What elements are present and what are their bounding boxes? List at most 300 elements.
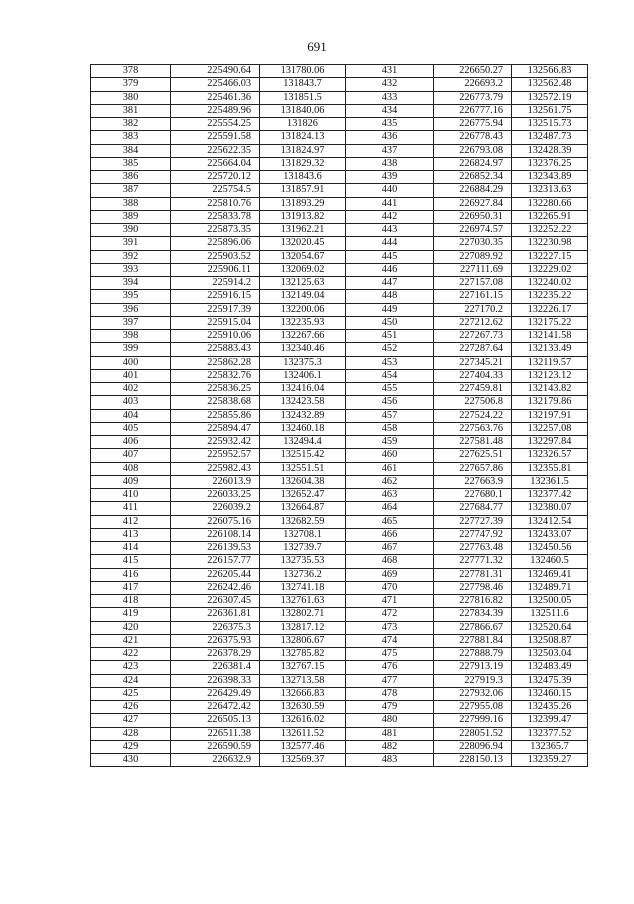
table-row [91, 290, 588, 303]
y-coordinate-cell: 131962.21 [260, 224, 346, 237]
point-number-cell: 411 [91, 502, 171, 515]
point-number-cell: 407 [91, 449, 171, 462]
x-coordinate-cell: 225952.57 [171, 449, 260, 462]
x-coordinate-cell: 227888.79 [434, 648, 512, 661]
table-row [91, 608, 588, 621]
x-coordinate-cell: 226793.08 [434, 144, 512, 157]
table-row [91, 91, 588, 104]
point-number-cell: 386 [91, 171, 171, 184]
point-number-cell: 429 [91, 740, 171, 753]
x-coordinate-cell: 226650.27 [434, 65, 512, 78]
y-coordinate-cell: 132143.82 [512, 383, 588, 396]
y-coordinate-cell: 132265.91 [512, 210, 588, 223]
y-coordinate-cell: 132572.19 [512, 91, 588, 104]
x-coordinate-cell: 225906.11 [171, 263, 260, 276]
y-coordinate-cell: 132412.54 [512, 515, 588, 528]
table-row [91, 648, 588, 661]
point-number-cell: 425 [91, 687, 171, 700]
y-coordinate-cell: 132235.22 [512, 290, 588, 303]
table-row [91, 449, 588, 462]
y-coordinate-cell: 132460.5 [512, 555, 588, 568]
y-coordinate-cell: 132054.67 [260, 250, 346, 263]
y-coordinate-cell: 132562.48 [512, 78, 588, 91]
point-number-cell: 403 [91, 396, 171, 409]
point-number-cell: 423 [91, 661, 171, 674]
x-coordinate-cell: 227727.39 [434, 515, 512, 528]
x-coordinate-cell: 227657.86 [434, 462, 512, 475]
y-coordinate-cell: 132569.37 [260, 754, 346, 767]
y-coordinate-cell: 132432.89 [260, 409, 346, 422]
point-number-cell: 450 [346, 316, 434, 329]
point-number-cell: 424 [91, 674, 171, 687]
x-coordinate-cell: 227345.21 [434, 356, 512, 369]
point-number-cell: 404 [91, 409, 171, 422]
y-coordinate-cell: 132375.3 [260, 356, 346, 369]
y-coordinate-cell: 132257.08 [512, 422, 588, 435]
x-coordinate-cell: 227267.73 [434, 330, 512, 343]
point-number-cell: 460 [346, 449, 434, 462]
x-coordinate-cell: 225461.36 [171, 91, 260, 104]
point-number-cell: 396 [91, 303, 171, 316]
x-coordinate-cell: 228150.13 [434, 754, 512, 767]
table-row [91, 515, 588, 528]
x-coordinate-cell: 227506.8 [434, 396, 512, 409]
point-number-cell: 464 [346, 502, 434, 515]
x-coordinate-cell: 226381.4 [171, 661, 260, 674]
y-coordinate-cell: 132736.2 [260, 568, 346, 581]
point-number-cell: 432 [346, 78, 434, 91]
x-coordinate-cell: 227581.48 [434, 436, 512, 449]
table-row [91, 184, 588, 197]
y-coordinate-cell: 132313.63 [512, 184, 588, 197]
x-coordinate-cell: 226242.46 [171, 581, 260, 594]
point-number-cell: 431 [346, 65, 434, 78]
point-number-cell: 453 [346, 356, 434, 369]
point-number-cell: 449 [346, 303, 434, 316]
point-number-cell: 399 [91, 343, 171, 356]
point-number-cell: 471 [346, 595, 434, 608]
y-coordinate-cell: 132267.66 [260, 330, 346, 343]
y-coordinate-cell: 132735.53 [260, 555, 346, 568]
point-number-cell: 459 [346, 436, 434, 449]
y-coordinate-cell: 132069.02 [260, 263, 346, 276]
y-coordinate-cell: 132450.56 [512, 542, 588, 555]
table-row [91, 250, 588, 263]
x-coordinate-cell: 227524.22 [434, 409, 512, 422]
table-row [91, 316, 588, 329]
point-number-cell: 382 [91, 118, 171, 131]
y-coordinate-cell: 131840.06 [260, 104, 346, 117]
y-coordinate-cell: 132235.93 [260, 316, 346, 329]
point-number-cell: 461 [346, 462, 434, 475]
y-coordinate-cell: 132713.58 [260, 674, 346, 687]
point-number-cell: 443 [346, 224, 434, 237]
x-coordinate-cell: 225932.42 [171, 436, 260, 449]
y-coordinate-cell: 132227.15 [512, 250, 588, 263]
table-row [91, 131, 588, 144]
table-row [91, 422, 588, 435]
x-coordinate-cell: 227157.08 [434, 277, 512, 290]
y-coordinate-cell: 132666.83 [260, 687, 346, 700]
x-coordinate-cell: 225833.78 [171, 210, 260, 223]
y-coordinate-cell: 132355.81 [512, 462, 588, 475]
x-coordinate-cell: 227881.84 [434, 634, 512, 647]
point-number-cell: 467 [346, 542, 434, 555]
y-coordinate-cell: 132460.18 [260, 422, 346, 435]
coordinates-table [90, 64, 588, 767]
point-number-cell: 475 [346, 648, 434, 661]
y-coordinate-cell: 132423.58 [260, 396, 346, 409]
y-coordinate-cell: 132487.73 [512, 131, 588, 144]
y-coordinate-cell: 132240.02 [512, 277, 588, 290]
x-coordinate-cell: 227747.92 [434, 528, 512, 541]
point-number-cell: 417 [91, 581, 171, 594]
point-number-cell: 406 [91, 436, 171, 449]
x-coordinate-cell: 225810.76 [171, 197, 260, 210]
table-row [91, 396, 588, 409]
point-number-cell: 391 [91, 237, 171, 250]
x-coordinate-cell: 226033.25 [171, 489, 260, 502]
x-coordinate-cell: 225903.52 [171, 250, 260, 263]
table-row [91, 303, 588, 316]
x-coordinate-cell: 227287.64 [434, 343, 512, 356]
point-number-cell: 437 [346, 144, 434, 157]
y-coordinate-cell: 132175.22 [512, 316, 588, 329]
point-number-cell: 380 [91, 91, 171, 104]
x-coordinate-cell: 225622.35 [171, 144, 260, 157]
x-coordinate-cell: 227932.06 [434, 687, 512, 700]
y-coordinate-cell: 132489.71 [512, 581, 588, 594]
y-coordinate-cell: 131913.82 [260, 210, 346, 223]
y-coordinate-cell: 132460.15 [512, 687, 588, 700]
x-coordinate-cell: 226927.84 [434, 197, 512, 210]
y-coordinate-cell: 132708.1 [260, 528, 346, 541]
point-number-cell: 452 [346, 343, 434, 356]
table-row [91, 754, 588, 767]
point-number-cell: 378 [91, 65, 171, 78]
coordinates-table-body [91, 65, 588, 767]
x-coordinate-cell: 227212.62 [434, 316, 512, 329]
point-number-cell: 390 [91, 224, 171, 237]
x-coordinate-cell: 226775.94 [434, 118, 512, 131]
point-number-cell: 430 [91, 754, 171, 767]
y-coordinate-cell: 132664.87 [260, 502, 346, 515]
y-coordinate-cell: 132361.5 [512, 475, 588, 488]
y-coordinate-cell: 131780.06 [260, 65, 346, 78]
x-coordinate-cell: 225832.76 [171, 369, 260, 382]
x-coordinate-cell: 226693.2 [434, 78, 512, 91]
x-coordinate-cell: 226590.59 [171, 740, 260, 753]
table-row [91, 475, 588, 488]
x-coordinate-cell: 228051.52 [434, 727, 512, 740]
y-coordinate-cell: 132399.47 [512, 714, 588, 727]
point-number-cell: 451 [346, 330, 434, 343]
x-coordinate-cell: 225914.2 [171, 277, 260, 290]
y-coordinate-cell: 132761.63 [260, 595, 346, 608]
point-number-cell: 428 [91, 727, 171, 740]
x-coordinate-cell: 227684.77 [434, 502, 512, 515]
y-coordinate-cell: 132149.04 [260, 290, 346, 303]
point-number-cell: 470 [346, 581, 434, 594]
x-coordinate-cell: 226378.29 [171, 648, 260, 661]
table-row [91, 661, 588, 674]
table-row [91, 78, 588, 91]
x-coordinate-cell: 227955.08 [434, 701, 512, 714]
point-number-cell: 393 [91, 263, 171, 276]
y-coordinate-cell: 132141.58 [512, 330, 588, 343]
table-row [91, 687, 588, 700]
x-coordinate-cell: 226307.45 [171, 595, 260, 608]
table-row [91, 237, 588, 250]
table-row [91, 528, 588, 541]
y-coordinate-cell: 132475.39 [512, 674, 588, 687]
table-row [91, 555, 588, 568]
x-coordinate-cell: 227030.35 [434, 237, 512, 250]
x-coordinate-cell: 225916.15 [171, 290, 260, 303]
y-coordinate-cell: 132817.12 [260, 621, 346, 634]
point-number-cell: 418 [91, 595, 171, 608]
y-coordinate-cell: 132377.42 [512, 489, 588, 502]
point-number-cell: 402 [91, 383, 171, 396]
x-coordinate-cell: 225917.39 [171, 303, 260, 316]
point-number-cell: 458 [346, 422, 434, 435]
x-coordinate-cell: 226075.16 [171, 515, 260, 528]
point-number-cell: 413 [91, 528, 171, 541]
table-row [91, 568, 588, 581]
table-row [91, 118, 588, 131]
point-number-cell: 474 [346, 634, 434, 647]
y-coordinate-cell: 132682.59 [260, 515, 346, 528]
x-coordinate-cell: 227680.1 [434, 489, 512, 502]
y-coordinate-cell: 132785.82 [260, 648, 346, 661]
table-row [91, 356, 588, 369]
table-row [91, 65, 588, 78]
table-row [91, 104, 588, 117]
x-coordinate-cell: 226398.33 [171, 674, 260, 687]
x-coordinate-cell: 226884.29 [434, 184, 512, 197]
y-coordinate-cell: 132739.7 [260, 542, 346, 555]
x-coordinate-cell: 227781.31 [434, 568, 512, 581]
point-number-cell: 405 [91, 422, 171, 435]
x-coordinate-cell: 226824.97 [434, 157, 512, 170]
y-coordinate-cell: 132297.84 [512, 436, 588, 449]
point-number-cell: 483 [346, 754, 434, 767]
y-coordinate-cell: 132200.06 [260, 303, 346, 316]
x-coordinate-cell: 227170.2 [434, 303, 512, 316]
table-row [91, 409, 588, 422]
point-number-cell: 465 [346, 515, 434, 528]
x-coordinate-cell: 225591.58 [171, 131, 260, 144]
y-coordinate-cell: 132125.63 [260, 277, 346, 290]
x-coordinate-cell: 227563.76 [434, 422, 512, 435]
y-coordinate-cell: 132428.39 [512, 144, 588, 157]
x-coordinate-cell: 227763.48 [434, 542, 512, 555]
x-coordinate-cell: 226375.93 [171, 634, 260, 647]
x-coordinate-cell: 225862.28 [171, 356, 260, 369]
point-number-cell: 473 [346, 621, 434, 634]
point-number-cell: 414 [91, 542, 171, 555]
y-coordinate-cell: 132616.02 [260, 714, 346, 727]
point-number-cell: 426 [91, 701, 171, 714]
table-row [91, 595, 588, 608]
point-number-cell: 455 [346, 383, 434, 396]
y-coordinate-cell: 132469.41 [512, 568, 588, 581]
x-coordinate-cell: 226852.34 [434, 171, 512, 184]
x-coordinate-cell: 226108.14 [171, 528, 260, 541]
point-number-cell: 434 [346, 104, 434, 117]
table-row [91, 674, 588, 687]
point-number-cell: 421 [91, 634, 171, 647]
table-row [91, 369, 588, 382]
x-coordinate-cell: 225466.03 [171, 78, 260, 91]
x-coordinate-cell: 226139.53 [171, 542, 260, 555]
x-coordinate-cell: 226039.2 [171, 502, 260, 515]
x-coordinate-cell: 227919.3 [434, 674, 512, 687]
point-number-cell: 379 [91, 78, 171, 91]
table-row [91, 462, 588, 475]
table-row [91, 210, 588, 223]
y-coordinate-cell: 132515.73 [512, 118, 588, 131]
y-coordinate-cell: 132652.47 [260, 489, 346, 502]
table-row [91, 144, 588, 157]
x-coordinate-cell: 226013.9 [171, 475, 260, 488]
y-coordinate-cell: 132483.49 [512, 661, 588, 674]
x-coordinate-cell: 226632.9 [171, 754, 260, 767]
x-coordinate-cell: 226472.42 [171, 701, 260, 714]
x-coordinate-cell: 225490.64 [171, 65, 260, 78]
table-row [91, 171, 588, 184]
point-number-cell: 447 [346, 277, 434, 290]
table-row [91, 502, 588, 515]
point-number-cell: 394 [91, 277, 171, 290]
table-row [91, 701, 588, 714]
x-coordinate-cell: 225883.43 [171, 343, 260, 356]
point-number-cell: 454 [346, 369, 434, 382]
point-number-cell: 433 [346, 91, 434, 104]
y-coordinate-cell: 132806.67 [260, 634, 346, 647]
point-number-cell: 466 [346, 528, 434, 541]
point-number-cell: 457 [346, 409, 434, 422]
x-coordinate-cell: 227459.81 [434, 383, 512, 396]
x-coordinate-cell: 226778.43 [434, 131, 512, 144]
point-number-cell: 469 [346, 568, 434, 581]
point-number-cell: 445 [346, 250, 434, 263]
point-number-cell: 384 [91, 144, 171, 157]
y-coordinate-cell: 132406.1 [260, 369, 346, 382]
x-coordinate-cell: 227625.51 [434, 449, 512, 462]
y-coordinate-cell: 132577.46 [260, 740, 346, 753]
x-coordinate-cell: 227089.92 [434, 250, 512, 263]
x-coordinate-cell: 227771.32 [434, 555, 512, 568]
y-coordinate-cell: 132566.83 [512, 65, 588, 78]
table-row [91, 197, 588, 210]
point-number-cell: 415 [91, 555, 171, 568]
point-number-cell: 388 [91, 197, 171, 210]
point-number-cell: 482 [346, 740, 434, 753]
y-coordinate-cell: 132123.12 [512, 369, 588, 382]
x-coordinate-cell: 226205.44 [171, 568, 260, 581]
x-coordinate-cell: 227866.67 [434, 621, 512, 634]
point-number-cell: 419 [91, 608, 171, 621]
y-coordinate-cell: 132020.45 [260, 237, 346, 250]
x-coordinate-cell: 227161.15 [434, 290, 512, 303]
y-coordinate-cell: 132343.89 [512, 171, 588, 184]
x-coordinate-cell: 225896.06 [171, 237, 260, 250]
point-number-cell: 442 [346, 210, 434, 223]
y-coordinate-cell: 132500.05 [512, 595, 588, 608]
y-coordinate-cell: 132416.04 [260, 383, 346, 396]
point-number-cell: 479 [346, 701, 434, 714]
table-row [91, 621, 588, 634]
x-coordinate-cell: 228096.94 [434, 740, 512, 753]
x-coordinate-cell: 227798.46 [434, 581, 512, 594]
point-number-cell: 395 [91, 290, 171, 303]
y-coordinate-cell: 132230.98 [512, 237, 588, 250]
point-number-cell: 381 [91, 104, 171, 117]
x-coordinate-cell: 225982.43 [171, 462, 260, 475]
x-coordinate-cell: 225754.5 [171, 184, 260, 197]
x-coordinate-cell: 225664.04 [171, 157, 260, 170]
x-coordinate-cell: 225873.35 [171, 224, 260, 237]
x-coordinate-cell: 225910.06 [171, 330, 260, 343]
table-row [91, 383, 588, 396]
table-row [91, 727, 588, 740]
table-row [91, 157, 588, 170]
table-row [91, 330, 588, 343]
point-number-cell: 387 [91, 184, 171, 197]
point-number-cell: 446 [346, 263, 434, 276]
point-number-cell: 448 [346, 290, 434, 303]
y-coordinate-cell: 132133.49 [512, 343, 588, 356]
table-row [91, 277, 588, 290]
x-coordinate-cell: 226950.31 [434, 210, 512, 223]
y-coordinate-cell: 132551.51 [260, 462, 346, 475]
point-number-cell: 420 [91, 621, 171, 634]
y-coordinate-cell: 132179.86 [512, 396, 588, 409]
x-coordinate-cell: 225554.25 [171, 118, 260, 131]
point-number-cell: 412 [91, 515, 171, 528]
table-row [91, 634, 588, 647]
y-coordinate-cell: 132802.71 [260, 608, 346, 621]
point-number-cell: 427 [91, 714, 171, 727]
table-row [91, 714, 588, 727]
point-number-cell: 409 [91, 475, 171, 488]
y-coordinate-cell: 132280.66 [512, 197, 588, 210]
y-coordinate-cell: 132511.6 [512, 608, 588, 621]
x-coordinate-cell: 226777.16 [434, 104, 512, 117]
point-number-cell: 441 [346, 197, 434, 210]
x-coordinate-cell: 225915.04 [171, 316, 260, 329]
y-coordinate-cell: 132515.42 [260, 449, 346, 462]
y-coordinate-cell: 131843.6 [260, 171, 346, 184]
x-coordinate-cell: 226505.13 [171, 714, 260, 727]
point-number-cell: 440 [346, 184, 434, 197]
point-number-cell: 472 [346, 608, 434, 621]
point-number-cell: 422 [91, 648, 171, 661]
y-coordinate-cell: 131843.7 [260, 78, 346, 91]
point-number-cell: 435 [346, 118, 434, 131]
y-coordinate-cell: 131829.32 [260, 157, 346, 170]
point-number-cell: 410 [91, 489, 171, 502]
x-coordinate-cell: 225855.86 [171, 409, 260, 422]
y-coordinate-cell: 131824.97 [260, 144, 346, 157]
x-coordinate-cell: 227663.9 [434, 475, 512, 488]
point-number-cell: 468 [346, 555, 434, 568]
y-coordinate-cell: 132503.04 [512, 648, 588, 661]
y-coordinate-cell: 132252.22 [512, 224, 588, 237]
x-coordinate-cell: 225838.68 [171, 396, 260, 409]
point-number-cell: 478 [346, 687, 434, 700]
